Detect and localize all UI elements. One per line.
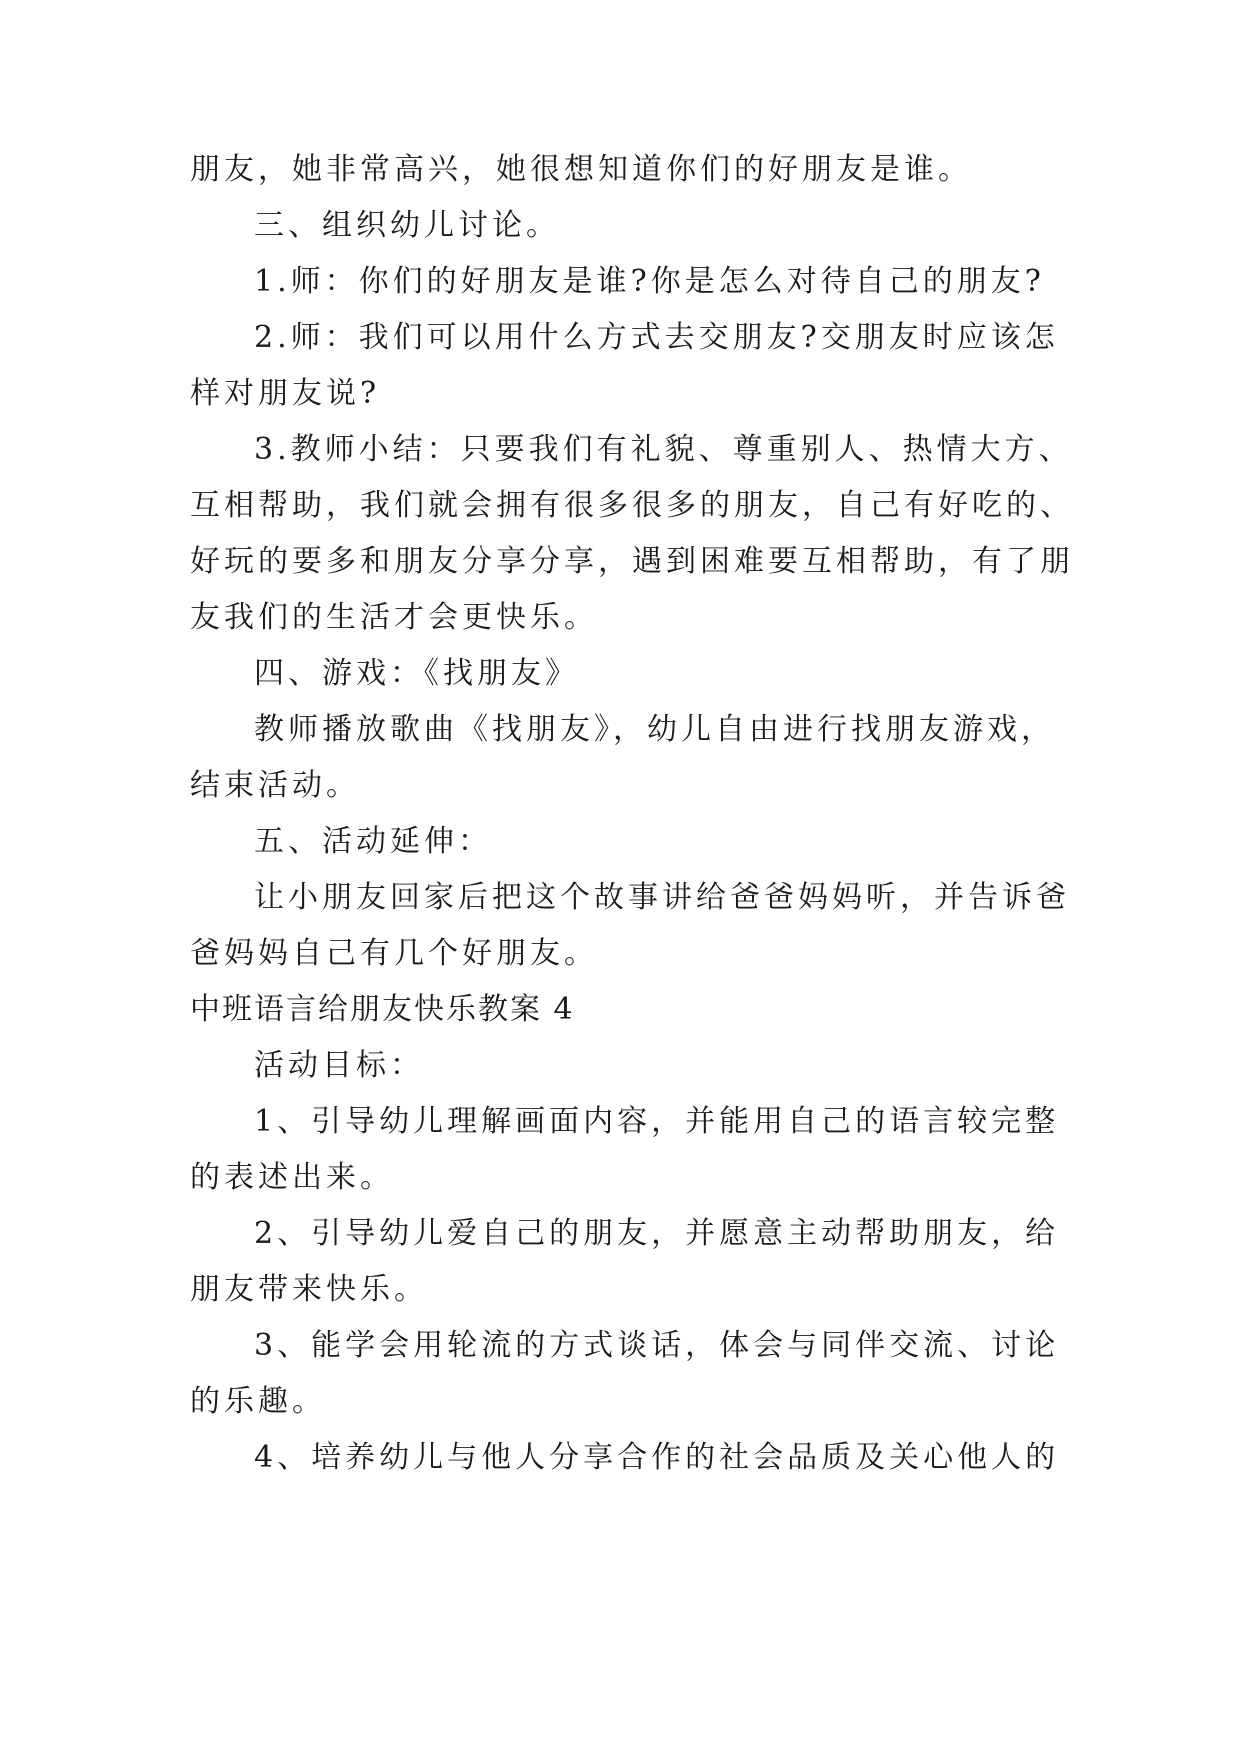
section-heading: 活动目标： (254, 1048, 424, 1083)
list-item: 2、引导幼儿爱自己的朋友，并愿意主动帮助朋友，给 (254, 1216, 1060, 1251)
document-title: 中班语言给朋友快乐教案 4 (190, 992, 575, 1027)
paragraph-line: 样对朋友说? (190, 376, 381, 411)
paragraph-line: 让小朋友回家后把这个故事讲给爸爸妈妈听，并告诉爸 (254, 880, 1070, 915)
list-item: 3、能学会用轮流的方式谈话，体会与同伴交流、讨论 (254, 1328, 1060, 1363)
paragraph-line: 互相帮助，我们就会拥有很多很多的朋友，自己有好吃的、 (190, 488, 1074, 523)
paragraph-line: 的表述出来。 (190, 1160, 394, 1195)
section-heading: 四、游戏：《找朋友》 (254, 656, 579, 691)
paragraph-line: 朋友，她非常高兴，她很想知道你们的好朋友是谁。 (190, 152, 972, 187)
paragraph-line: 教师播放歌曲《找朋友》，幼儿自由进行找朋友游戏， (254, 712, 1055, 747)
list-item: 4、培养幼儿与他人分享合作的社会品质及关心他人的 (254, 1440, 1060, 1475)
paragraph-line: 爸妈妈自己有几个好朋友。 (190, 936, 598, 971)
paragraph-line: 好玩的要多和朋友分享分享，遇到困难要互相帮助，有了朋 (190, 544, 1074, 579)
section-heading: 三、组织幼儿讨论。 (254, 208, 560, 243)
section-heading: 五、活动延伸： (254, 824, 492, 859)
list-item: 1、引导幼儿理解画面内容，并能用自己的语言较完整 (254, 1104, 1060, 1139)
list-item: 2.师：我们可以用什么方式去交朋友?交朋友时应该怎 (254, 320, 1059, 355)
list-item: 3.教师小结：只要我们有礼貌、尊重别人、热情大方、 (254, 432, 1073, 467)
paragraph-line: 结束活动。 (190, 768, 360, 803)
paragraph-line: 友我们的生活才会更快乐。 (190, 600, 598, 635)
paragraph-line: 朋友带来快乐。 (190, 1272, 428, 1307)
paragraph-line: 的乐趣。 (190, 1384, 326, 1419)
list-item: 1.师：你们的好朋友是谁?你是怎么对待自己的朋友? (254, 264, 1045, 299)
